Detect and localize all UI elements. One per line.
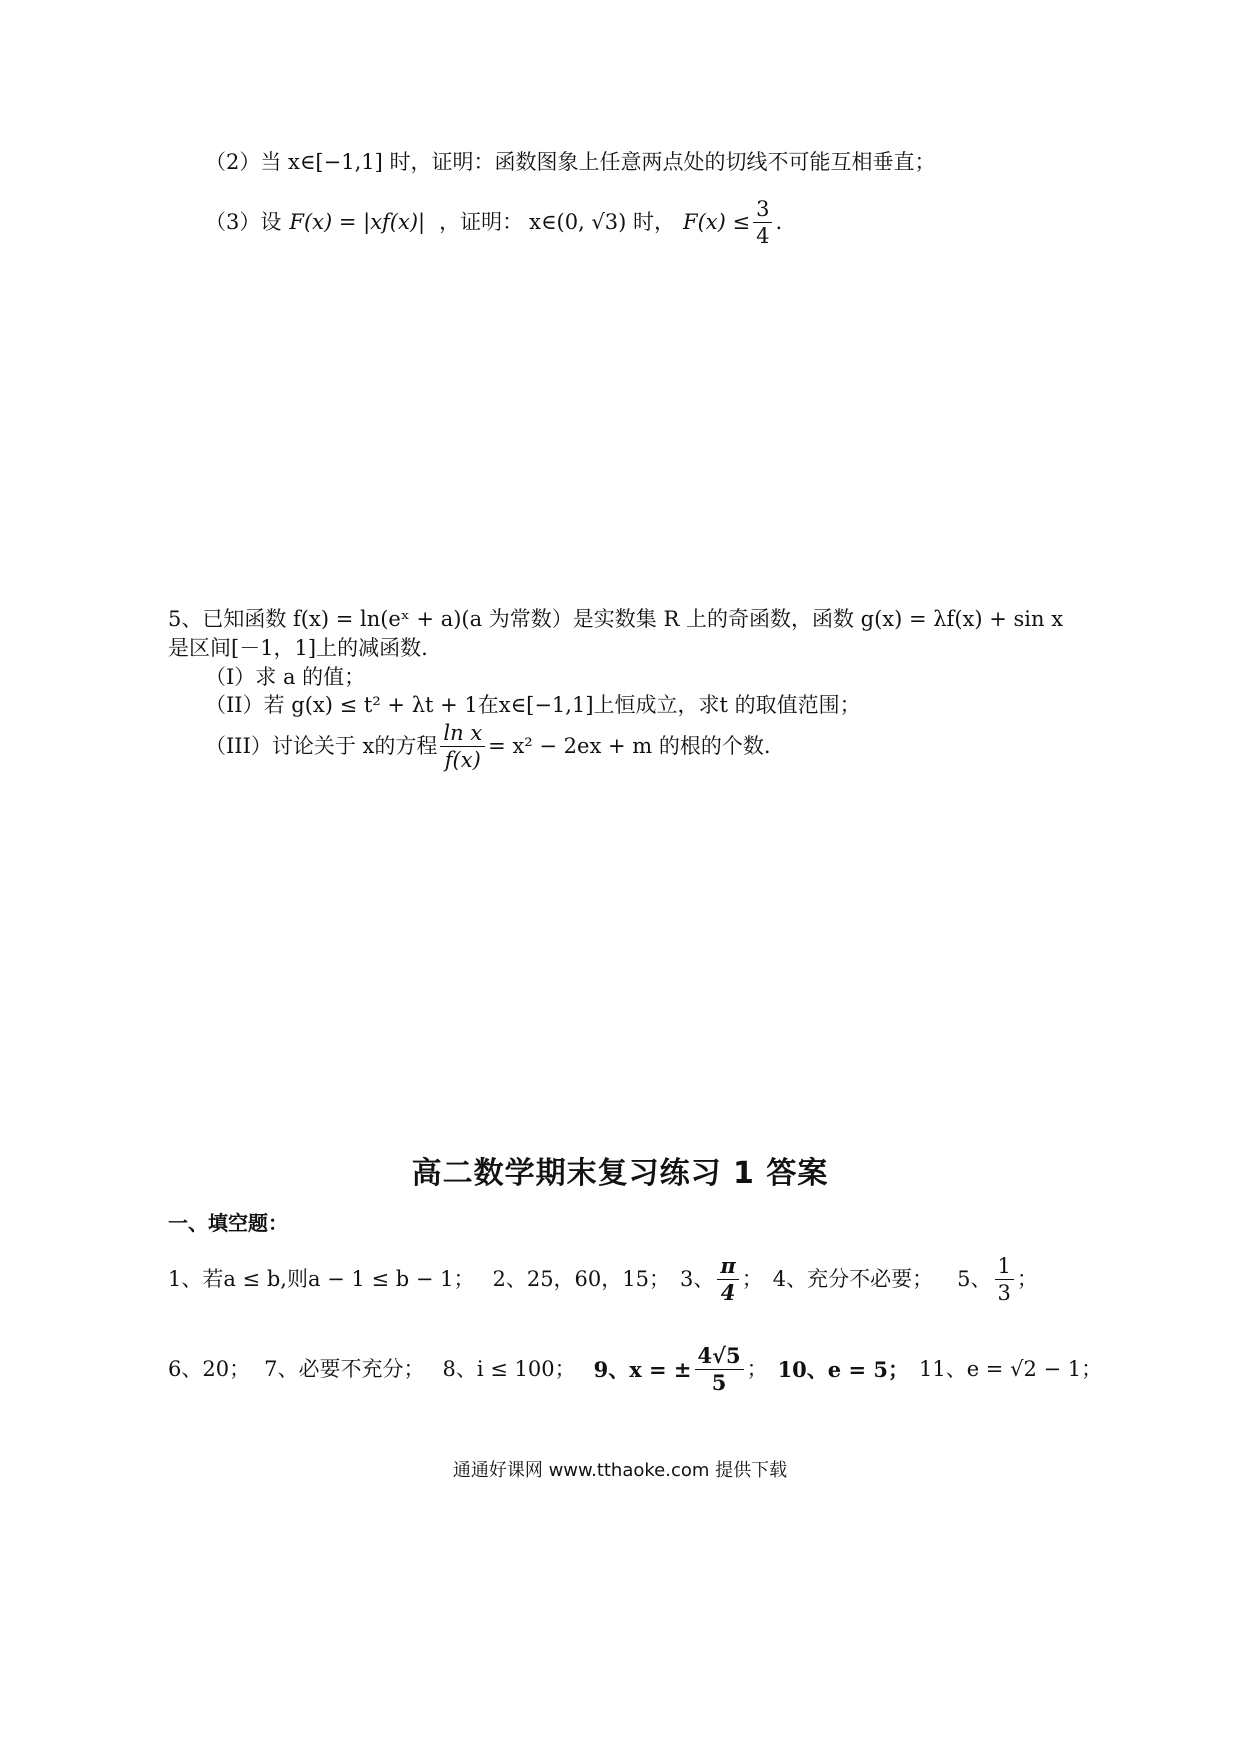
answer-5-suffix: ； <box>1016 1266 1038 1291</box>
answer-2: 2、25，60，15； <box>492 1266 670 1291</box>
answers-row-1 <box>168 1255 1038 1304</box>
fraction-numerator: π <box>717 1255 738 1280</box>
problem-4-part-3-prefix: （3）设 <box>205 209 282 234</box>
problem-5-line-2 <box>168 636 428 661</box>
answer-9-prefix: 9、x = ± <box>593 1356 692 1382</box>
fraction-denominator: 3 <box>997 1281 1011 1306</box>
problem-5-part-iii <box>205 722 771 771</box>
answer-5-fraction <box>995 1255 1014 1304</box>
problem-4-part-3-ineq: F(x) ≤ <box>683 209 751 234</box>
problem-5-part-i-text: （I）求 a 的值； <box>205 665 366 689</box>
answer-9-fraction <box>695 1345 744 1394</box>
answer-5-prefix: 5、 <box>957 1266 992 1291</box>
problem-4-part-2-text: （2）当 x∈[−1,1] 时，证明：函数图象上任意两点处的切线不可能互相垂直； <box>205 150 936 174</box>
answer-1: 1、若a ≤ b,则a − 1 ≤ b − 1； <box>168 1266 475 1291</box>
problem-5-part-iii-suffix: = x² − 2ex + m 的根的个数. <box>488 733 771 758</box>
problem-4-part-3-F: F(x) = |xf(x)| <box>289 209 426 234</box>
answer-3-suffix: ； <box>741 1266 763 1291</box>
problem-5-stem-2: 是区间[－1，1]上的减函数. <box>168 636 428 660</box>
answer-3-prefix: 3、 <box>680 1266 715 1291</box>
fraction-denominator: 4 <box>720 1280 736 1306</box>
fraction-numerator: 4√5 <box>695 1345 744 1370</box>
answers-row-2 <box>168 1345 1102 1394</box>
problem-5-part-iii-prefix: （III）讨论关于 x的方程 <box>205 733 438 758</box>
fraction-denominator: 5 <box>711 1370 727 1396</box>
problem-5-stem-1: 5、已知函数 f(x) = ln(eˣ + a)(a 为常数）是实数集 R 上的奇函数，函数 g(x) = λf(x) + sin x <box>168 607 1064 631</box>
footer-credit: 通通好课网 www.tthaoke.com 提供下载 <box>452 1460 788 1481</box>
problem-5-part-ii-text: （II）若 g(x) ≤ t² + λt + 1在x∈[−1,1]上恒成立，求t 的取值范围； <box>205 693 861 717</box>
fraction-denominator: f(x) <box>444 748 481 773</box>
problem-5-part-iii-fraction <box>440 722 485 771</box>
problem-4-part-3-fraction <box>753 198 772 247</box>
answer-7: 7、必要不充分； <box>264 1356 425 1381</box>
answer-10: 10、e = 5； <box>777 1356 909 1382</box>
answer-3-fraction <box>717 1255 738 1304</box>
problem-4-part-3-cond: x∈(0, √3) 时， <box>529 209 676 234</box>
fraction-numerator: 1 <box>995 1255 1014 1280</box>
answer-9-suffix: ； <box>746 1356 768 1381</box>
problem-5-line-1 <box>168 607 1063 632</box>
answer-6: 6、20； <box>168 1356 251 1381</box>
answer-8: 8、i ≤ 100； <box>442 1356 576 1381</box>
problem-5-part-i <box>205 665 365 690</box>
fraction-numerator: 3 <box>753 198 772 223</box>
answer-11: 11、e = √2 − 1； <box>918 1356 1103 1381</box>
problem-5-part-ii <box>205 693 861 718</box>
section-fill-in-blank: 一、填空题： <box>168 1211 288 1235</box>
problem-4-part-3-mid: ，证明： <box>439 209 524 234</box>
fraction-numerator: ln x <box>440 722 485 747</box>
answer-title: 高二数学期末复习练习 1 答案 <box>411 1156 829 1191</box>
fraction-denominator: 4 <box>756 224 770 249</box>
problem-4-part-2 <box>205 150 935 175</box>
problem-4-part-3: （3）设 F(x) = |xf(x)| ，证明： x∈(0, √3) 时， F(x) ≤ $\frac{3}{4}$ . <box>205 197 783 249</box>
answer-4: 4、充分不必要； <box>772 1266 934 1291</box>
